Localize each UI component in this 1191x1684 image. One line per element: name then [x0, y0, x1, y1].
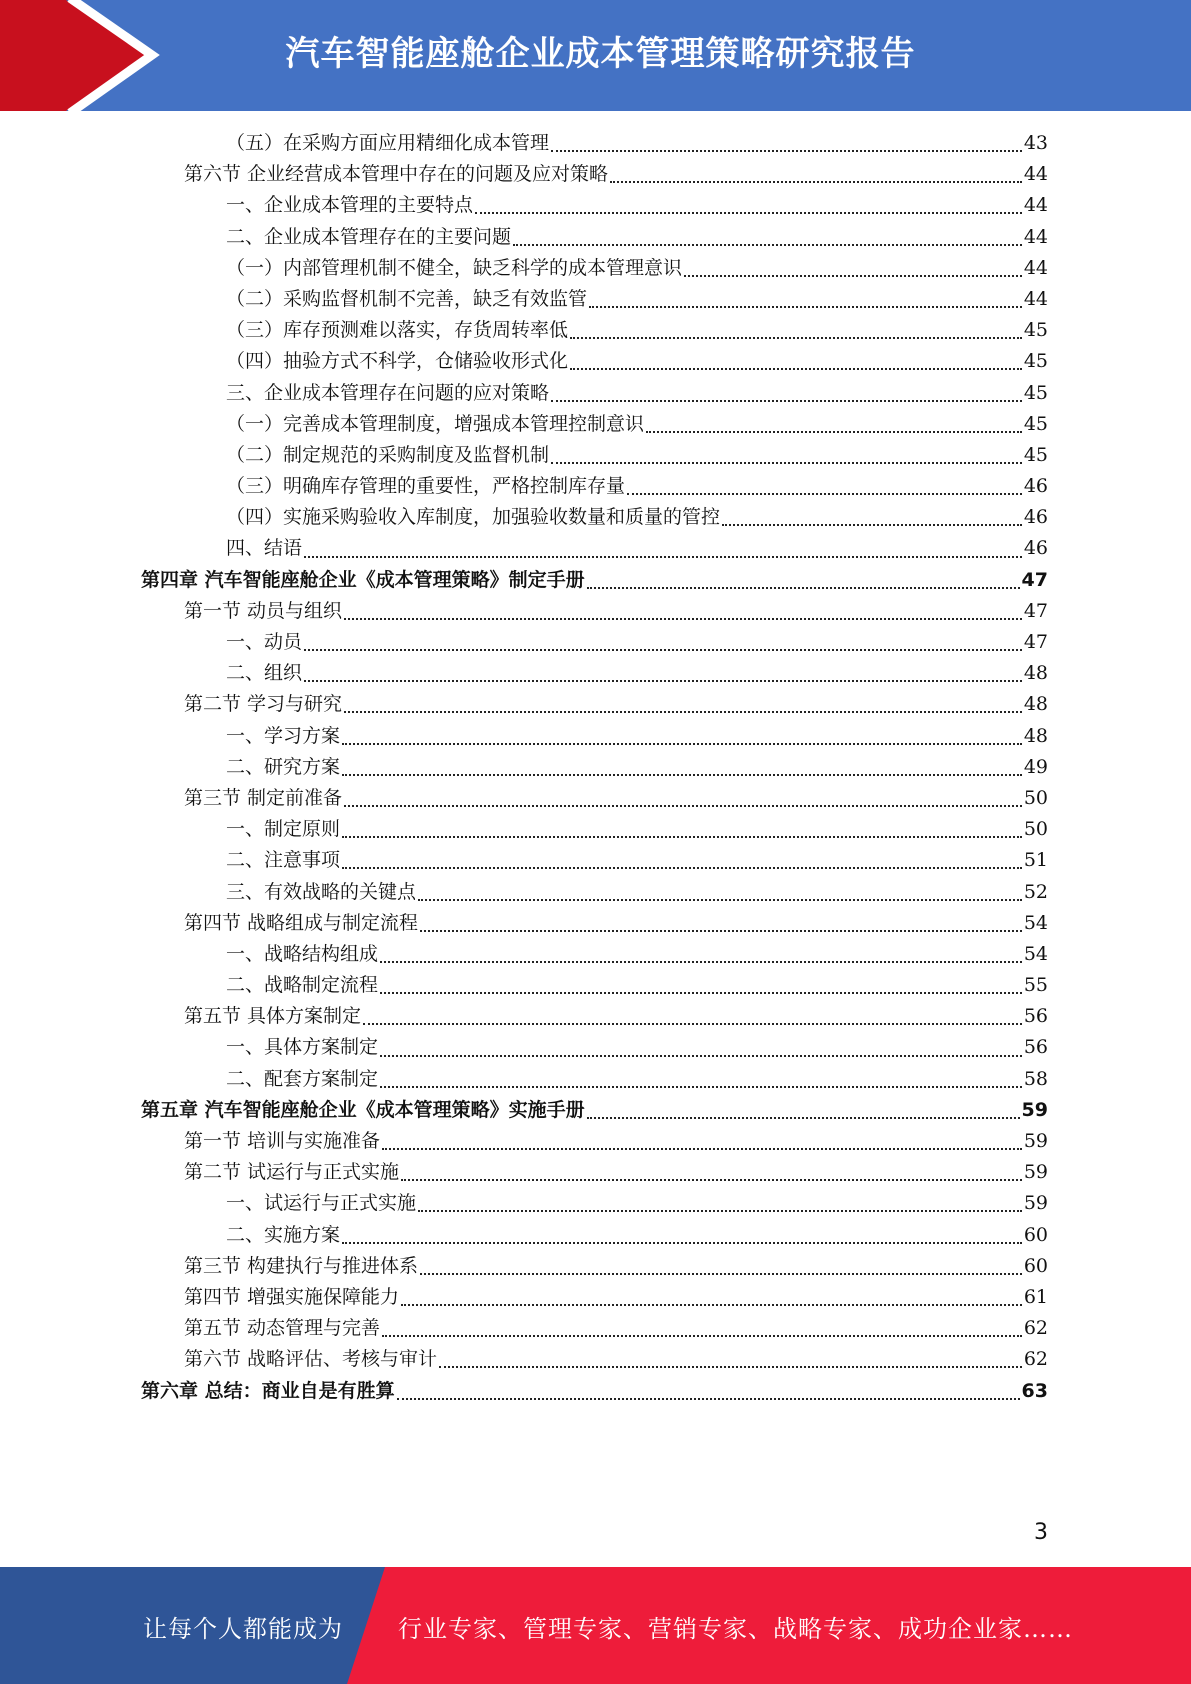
toc-entry[interactable]	[141, 627, 1048, 658]
toc-dot-leader	[380, 1054, 1022, 1057]
page-footer	[0, 1567, 1191, 1684]
toc-entry-page: 45	[1023, 350, 1048, 373]
toc-dot-leader	[570, 367, 1022, 370]
toc-dot-leader	[475, 211, 1022, 214]
toc-entry[interactable]	[141, 1251, 1048, 1282]
toc-entry-page: 47	[1023, 599, 1048, 622]
toc-entry-page: 48	[1023, 693, 1048, 716]
toc-entry-page: 47	[1021, 568, 1048, 591]
toc-entry-page: 60	[1023, 1223, 1048, 1246]
toc-entry[interactable]	[141, 222, 1048, 253]
toc-entry-page: 54	[1023, 942, 1048, 965]
toc-entry-page: 44	[1023, 225, 1048, 248]
toc-entry-page: 61	[1023, 1285, 1048, 1308]
toc-entry[interactable]	[141, 346, 1048, 377]
toc-entry-title: 第一节 培训与实施准备	[184, 1130, 381, 1152]
toc-entry-page: 52	[1023, 880, 1048, 903]
toc-entry[interactable]	[141, 284, 1048, 315]
toc-entry-title: 第六节 企业经营成本管理中存在的问题及应对策略	[184, 163, 609, 186]
toc-entry-page: 46	[1023, 506, 1048, 529]
toc-entry-page: 59	[1021, 1098, 1048, 1121]
toc-entry-title: 第四节 增强实施保障能力	[184, 1285, 400, 1308]
toc-entry-title: 二、实施方案	[226, 1223, 341, 1246]
toc-dot-leader	[627, 492, 1022, 495]
toc-entry[interactable]	[141, 1376, 1048, 1407]
toc-entry-page: 48	[1023, 724, 1048, 747]
toc-entry[interactable]	[141, 378, 1048, 409]
toc-entry-title: 二、企业成本管理存在的主要问题	[226, 225, 512, 248]
toc-entry[interactable]	[141, 1001, 1048, 1032]
toc-entry[interactable]	[141, 689, 1048, 720]
toc-dot-leader	[646, 430, 1022, 433]
toc-dot-leader	[304, 648, 1022, 651]
toc-entry-title: 第五节 动态管理与完善	[184, 1317, 381, 1340]
toc-dot-leader	[439, 1365, 1022, 1368]
toc-entry[interactable]	[141, 1126, 1048, 1157]
toc-entry[interactable]	[141, 565, 1048, 596]
toc-entry-title: 二、研究方案	[226, 755, 341, 778]
toc-dot-leader	[380, 960, 1022, 963]
toc-entry-title: 一、企业成本管理的主要特点	[226, 194, 474, 217]
toc-entry[interactable]	[141, 315, 1048, 346]
toc-entry-page: 44	[1023, 287, 1048, 310]
toc-entry[interactable]	[141, 128, 1048, 159]
toc-dot-leader	[401, 1178, 1022, 1181]
toc-entry-page: 59	[1023, 1192, 1048, 1215]
toc-dot-leader	[551, 399, 1022, 402]
toc-entry-title: （二）制定规范的采购制度及监督机制	[226, 443, 550, 466]
toc-entry-page: 59	[1023, 1161, 1048, 1184]
toc-entry-title: （一）完善成本管理制度，增强成本管理控制意识	[226, 412, 645, 435]
toc-entry-page: 46	[1023, 475, 1048, 498]
toc-entry-title: 三、企业成本管理存在问题的应对策略	[226, 381, 550, 404]
toc-entry-title: （三）库存预测难以落实，存货周转率低	[226, 319, 569, 342]
toc-entry-title: 一、制定原则	[226, 818, 341, 841]
toc-entry[interactable]	[141, 1313, 1048, 1344]
toc-entry-title: 第四章 汽车智能座舱企业《成本管理策略》制定手册	[141, 568, 585, 591]
toc-entry-title: 一、战略结构组成	[226, 942, 379, 965]
toc-entry[interactable]	[141, 440, 1048, 471]
toc-dot-leader	[344, 710, 1022, 713]
toc-entry-page: 49	[1023, 755, 1048, 778]
toc-entry[interactable]	[141, 159, 1048, 190]
table-of-contents	[141, 128, 1048, 1407]
toc-entry-title: 第五章 汽车智能座舱企业《成本管理策略》实施手册	[141, 1098, 585, 1121]
toc-entry-page: 60	[1023, 1254, 1048, 1277]
toc-dot-leader	[420, 1272, 1022, 1275]
toc-entry[interactable]	[141, 1064, 1048, 1095]
toc-entry[interactable]	[141, 970, 1048, 1001]
toc-dot-leader	[513, 243, 1022, 246]
toc-entry-page: 44	[1023, 256, 1048, 279]
toc-entry[interactable]	[141, 1032, 1048, 1063]
toc-entry-title: 一、学习方案	[226, 724, 341, 747]
toc-dot-leader	[722, 523, 1022, 526]
toc-dot-leader	[380, 991, 1022, 994]
toc-dot-leader	[397, 1397, 1020, 1400]
toc-entry-title: （四）抽验方式不科学，仓储验收形式化	[226, 350, 569, 373]
toc-dot-leader	[382, 1147, 1022, 1150]
toc-dot-leader	[342, 742, 1022, 745]
toc-entry[interactable]	[141, 908, 1048, 939]
toc-entry-page: 55	[1023, 974, 1048, 997]
toc-entry-title: 第六章 总结：商业自是有胜算	[141, 1379, 395, 1402]
toc-entry-page: 44	[1023, 163, 1048, 186]
toc-entry-title: 第二节 学习与研究	[184, 693, 343, 716]
toc-dot-leader	[684, 274, 1022, 277]
footer-slogan-right: 行业专家、管理专家、营销专家、战略专家、成功企业家……	[398, 1615, 1073, 1643]
toc-entry-page: 50	[1023, 818, 1048, 841]
toc-entry[interactable]	[141, 471, 1048, 502]
toc-entry-page: 56	[1023, 1036, 1048, 1059]
toc-entry[interactable]	[141, 253, 1048, 284]
toc-entry-page: 45	[1023, 381, 1048, 404]
toc-entry-page: 48	[1023, 662, 1048, 685]
toc-entry-page: 44	[1023, 194, 1048, 217]
toc-entry-title: 三、有效战略的关键点	[226, 880, 417, 903]
page-number: 3	[1034, 1520, 1048, 1545]
toc-dot-leader	[382, 1334, 1022, 1337]
toc-dot-leader	[401, 1303, 1022, 1306]
toc-entry[interactable]	[141, 845, 1048, 876]
toc-dot-leader	[587, 1116, 1020, 1119]
toc-entry-title: （三）明确库存管理的重要性，严格控制库存量	[226, 475, 626, 498]
toc-entry-page: 63	[1021, 1379, 1048, 1402]
toc-entry-title: （二）采购监督机制不完善，缺乏有效监管	[226, 287, 588, 310]
toc-dot-leader	[570, 336, 1022, 339]
toc-entry-title: （四）实施采购验收入库制度，加强验收数量和质量的管控	[226, 506, 721, 529]
toc-dot-leader	[344, 617, 1022, 620]
toc-entry-title: 第一节 动员与组织	[184, 599, 343, 622]
toc-entry-title: 第二节 试运行与正式实施	[184, 1161, 400, 1184]
toc-dot-leader	[420, 929, 1022, 932]
toc-dot-leader	[363, 1022, 1022, 1025]
toc-entry-title: 一、试运行与正式实施	[226, 1192, 417, 1215]
toc-entry-page: 46	[1023, 537, 1048, 560]
toc-entry-title: （五）在采购方面应用精细化成本管理	[226, 132, 550, 154]
toc-entry[interactable]	[141, 596, 1048, 627]
toc-entry-title: 四、结语	[226, 537, 303, 560]
toc-dot-leader	[610, 180, 1022, 183]
toc-entry[interactable]	[141, 939, 1048, 970]
toc-entry-title: 二、配套方案制定	[226, 1067, 379, 1090]
toc-entry-page: 43	[1023, 132, 1048, 154]
toc-entry-page: 45	[1023, 443, 1048, 466]
toc-dot-leader	[589, 305, 1022, 308]
toc-dot-leader	[304, 555, 1022, 558]
toc-dot-leader	[551, 149, 1022, 152]
toc-entry[interactable]	[141, 783, 1048, 814]
toc-entry-title: 二、战略制定流程	[226, 974, 379, 997]
toc-entry-title: 第三节 制定前准备	[184, 786, 343, 809]
toc-dot-leader	[342, 1241, 1022, 1244]
toc-entry[interactable]	[141, 502, 1048, 533]
toc-dot-leader	[342, 835, 1022, 838]
toc-dot-leader	[342, 866, 1022, 869]
toc-entry[interactable]	[141, 1095, 1048, 1126]
toc-entry[interactable]	[141, 533, 1048, 564]
toc-entry-page: 56	[1023, 1005, 1048, 1028]
toc-entry-title: 第六节 战略评估、考核与审计	[184, 1348, 438, 1371]
toc-entry[interactable]	[141, 752, 1048, 783]
toc-entry[interactable]	[141, 1157, 1048, 1188]
toc-entry[interactable]	[141, 409, 1048, 440]
toc-entry-title: 二、组织	[226, 662, 303, 685]
toc-entry[interactable]	[141, 721, 1048, 752]
footer-slogan-left: 让每个人都能成为	[143, 1615, 343, 1643]
toc-dot-leader	[587, 586, 1020, 589]
page-header	[0, 0, 1191, 111]
toc-entry[interactable]	[141, 814, 1048, 845]
toc-entry[interactable]	[141, 658, 1048, 689]
toc-dot-leader	[344, 804, 1022, 807]
toc-dot-leader	[342, 773, 1022, 776]
toc-entry[interactable]	[141, 190, 1048, 221]
toc-dot-leader	[418, 898, 1022, 901]
toc-entry-title: 第三节 构建执行与推进体系	[184, 1254, 419, 1277]
toc-entry-page: 45	[1023, 412, 1048, 435]
toc-entry[interactable]	[141, 1282, 1048, 1313]
header-title: 汽车智能座舱企业成本管理策略研究报告	[285, 34, 916, 74]
toc-dot-leader	[380, 1085, 1022, 1088]
toc-entry[interactable]	[141, 877, 1048, 908]
toc-entry-page: 50	[1023, 786, 1048, 809]
toc-entry-page: 59	[1023, 1130, 1048, 1152]
toc-entry-page: 62	[1023, 1348, 1048, 1371]
toc-dot-leader	[304, 679, 1022, 682]
toc-entry-title: 一、动员	[226, 631, 303, 653]
toc-entry-page: 62	[1023, 1317, 1048, 1340]
toc-entry-title: 二、注意事项	[226, 849, 341, 872]
toc-entry-title: 第五节 具体方案制定	[184, 1005, 362, 1028]
toc-entry[interactable]	[141, 1344, 1048, 1375]
toc-entry-title: （一）内部管理机制不健全，缺乏科学的成本管理意识	[226, 256, 683, 279]
toc-entry-page: 47	[1023, 631, 1048, 653]
toc-entry-page: 58	[1023, 1067, 1048, 1090]
toc-dot-leader	[551, 461, 1022, 464]
toc-entry[interactable]	[141, 1220, 1048, 1251]
toc-entry-title: 一、具体方案制定	[226, 1036, 379, 1059]
toc-dot-leader	[418, 1209, 1022, 1212]
toc-entry-page: 45	[1023, 319, 1048, 342]
toc-entry-title: 第四节 战略组成与制定流程	[184, 911, 419, 934]
toc-entry-page: 54	[1023, 911, 1048, 934]
toc-entry[interactable]	[141, 1188, 1048, 1219]
toc-entry-page: 51	[1023, 849, 1048, 872]
